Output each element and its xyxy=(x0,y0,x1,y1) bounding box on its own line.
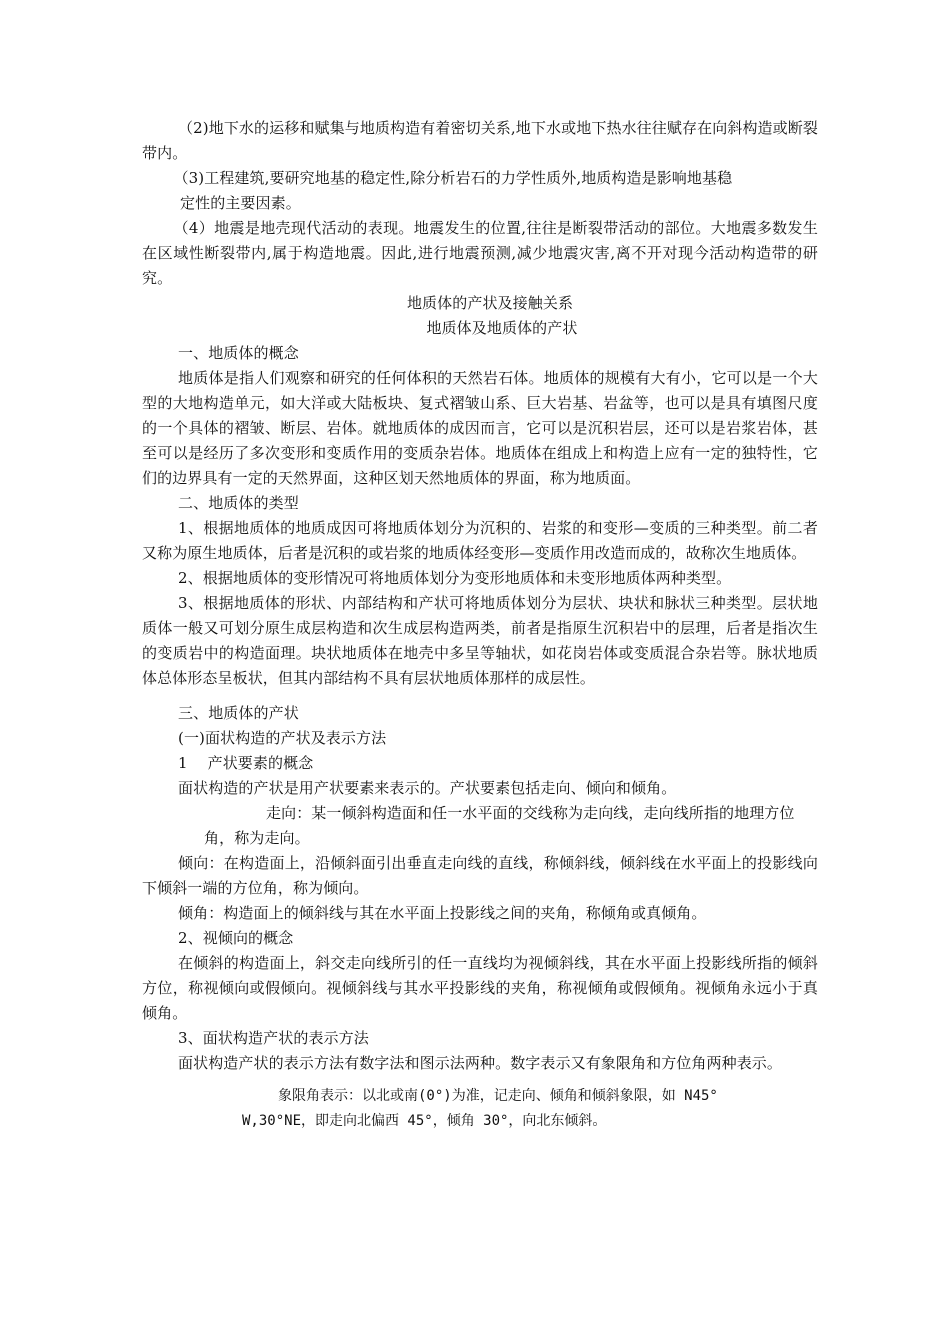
paragraph-attitude-elements: 面状构造的产状是用产状要素来表示的。产状要素包括走向、倾向和倾角。 xyxy=(178,779,677,797)
paragraph-engineering-line1: （3)工程建筑,要研究地基的稳定性,除分析岩石的力学性质外,地质构造是影响地基稳 xyxy=(173,169,733,187)
paragraph-earthquake: （4）地震是地壳现代活动的表现。地震发生的位置,往往是断裂带活动的部位。大地震多数发生在区域性断裂带内,属于构造地震。因此,进行地震预测,减少地震灾害,离不开对现今活动构造带的研究。 xyxy=(142,219,818,287)
paragraph-quadrant-line1: 象限角表示：以北或南(0°)为准，记走向、倾角和倾斜象限，如 N45° xyxy=(278,1088,718,1104)
paragraph-groundwater: （2)地下水的运移和赋集与地质构造有着密切关系,地下水或地下热水往往赋存在向斜构造或断裂带内。 xyxy=(142,119,818,162)
document-body xyxy=(142,116,818,1134)
paragraph-dip-angle: 倾角：构造面上的倾斜线与其在水平面上投影线之间的夹角，称倾角或真倾角。 xyxy=(178,904,707,922)
paragraph-strike-line1: 走向：某一倾斜构造面和任一水平面的交线称为走向线，走向线所指的地理方位 xyxy=(266,804,795,822)
paragraph-representation-method: 面状构造产状的表示方法有数字法和图示法两种。数字表示又有象限角和方位角两种表示。 xyxy=(178,1054,783,1072)
paragraph-types-3: 3、根据地质体的形状、内部结构和产状可将地质体划分为层状、块状和脉状三种类型。层状地质体一般又可划分原生成层构造和次生成层构造两类，前者是指原生沉积岩中的层理，后者是指次生的变质岩中的构造面理。块状地质体在地壳中多呈等轴状，如花岗岩体或变质混合杂岩等。脉状地质体总体形态呈板状，但其内部结构不具有层状地质体那样的成层性。 xyxy=(142,594,818,687)
paragraph-apparent-dip: 在倾斜的构造面上，斜交走向线所引的任一直线均为视倾斜线，其在水平面上投影线所指的倾斜方位，称视倾向或假倾向。视倾斜线与其水平投影线的夹角，称视倾角或假倾角。视倾角永远小于真倾角。 xyxy=(142,954,818,1022)
heading-representation-method: 3、面状构造产状的表示方法 xyxy=(178,1029,369,1047)
paragraph-concept: 地质体是指人们观察和研究的任何体积的天然岩石体。地质体的规模有大有小，它可以是一个大型的大地构造单元，如大洋或大陆板块、复式褶皱山系、巨大岩基、岩盆等，也可以是具有填图尺度的一个具体的褶皱、断层、岩体。就地质体的成因而言，它可以是沉积岩层，还可以是岩浆岩体，甚至可以是经历了多次变形和变质作用的变质杂岩体。地质体在组成上和构造上应有一定的独特性，它们的边界具有一定的天然界面，这种区划天然地质体的界面，称为地质面。 xyxy=(142,369,818,487)
paragraph-engineering-line2: 定性的主要因素。 xyxy=(180,194,301,212)
paragraph-types-1: 1、根据地质体的地质成因可将地质体划分为沉积的、岩浆的和变形—变质的三种类型。前二者又称为原生地质体，后者是沉积的或岩浆的地质体经变形—变质作用改造而成的，故称次生地质体。 xyxy=(142,519,818,562)
section-title-sub: 地质体及地质体的产状 xyxy=(426,319,578,337)
section-title-main: 地质体的产状及接触关系 xyxy=(406,294,574,312)
heading-attitude-elements: 1 产状要素的概念 xyxy=(178,754,314,772)
paragraph-quadrant-line2: W,30°NE，即走向北偏西 45°，倾角 30°，向北东倾斜。 xyxy=(242,1113,607,1129)
paragraph-strike-line2: 角，称为走向。 xyxy=(204,829,310,847)
paragraph-dip-direction: 倾向：在构造面上，沿倾斜面引出垂直走向线的直线，称倾斜线，倾斜线在水平面上的投影线向下倾斜一端的方位角，称为倾向。 xyxy=(142,854,818,897)
paragraph-types-2: 2、根据地质体的变形情况可将地质体划分为变形地质体和未变形地质体两种类型。 xyxy=(178,569,732,587)
heading-attitude: 三、地质体的产状 xyxy=(178,704,299,722)
heading-planar-structure: (一)面状构造的产状及表示方法 xyxy=(178,729,387,747)
heading-concept: 一、地质体的概念 xyxy=(178,344,299,362)
heading-types: 二、地质体的类型 xyxy=(178,494,299,512)
heading-apparent-dip: 2、视倾向的概念 xyxy=(178,929,294,947)
